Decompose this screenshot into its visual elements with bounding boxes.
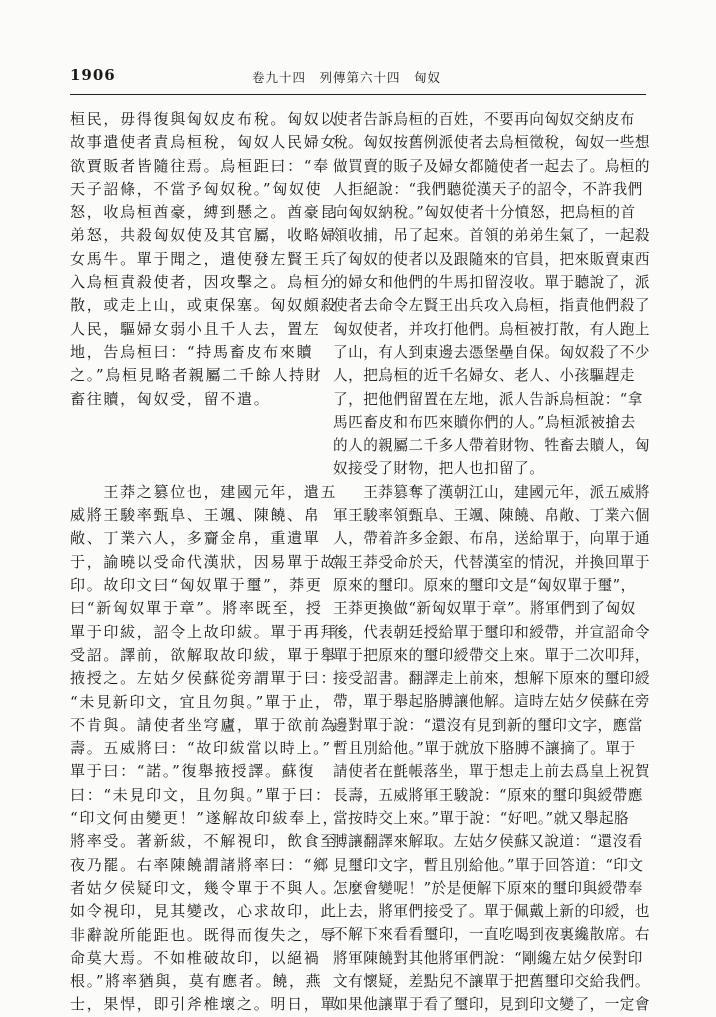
text-line: 王莽篡奪了漢朝江山，建國元年，派五威將	[333, 483, 650, 501]
text-line: 者姑夕侯疑印文，幾令單于不與人。	[70, 878, 338, 897]
text-line: 曰：“未見印文，且勿與。”單于曰：	[70, 785, 332, 804]
text-line: 夜乃罷。右率陳饒謂諸將率曰：“鄉	[70, 855, 330, 874]
text-line: 不肯與。請使者坐穹廬，單于欲前為	[70, 715, 338, 734]
text-line: 軍王駿率領甄阜、王颯、陳饒、帛敞、丁業六個	[333, 507, 650, 525]
text-line: 單于印紱，詔令上故印紱。單于再拜	[70, 622, 338, 641]
text-line: 領收捕，吊了起來。首領的弟弟生氣了，一起殺	[333, 227, 650, 245]
text-line: 馬匹畜皮和布匹來贖你們的人。”烏桓派被搶去	[333, 413, 636, 431]
text-line: 天子詔條，不當予匈奴稅。”匈奴使	[70, 179, 323, 198]
text-line: 之。”烏桓見略者親屬二千餘人持財	[70, 366, 323, 385]
right-column-paragraph1	[333, 108, 648, 481]
text-line: 曰“新匈奴單于章”。將率既至，授	[70, 599, 323, 618]
text-line: 了匈奴的使者以及跟隨來的官員，把來販賣東西	[333, 250, 650, 268]
text-line: 奴接受了財物，把人也扣留了。	[333, 460, 545, 478]
text-line: 暫且別給他。”單于就放下胳膊不讓摘了。單于	[333, 740, 636, 758]
text-line: 受詔。譯前，欲解取故印紱，單于舉	[70, 645, 338, 664]
text-line: 散，或走上山，或東保塞。匈奴頗殺	[70, 296, 338, 315]
header-rule	[70, 94, 646, 95]
text-line: 畜往贖，匈奴受，留不遣。	[70, 389, 271, 408]
text-line: 故事遣使者責烏桓稅，匈奴人民婦女	[70, 133, 338, 152]
text-line: 使者去命令左賢王出兵攻入烏桓，指責他們殺了	[333, 297, 650, 315]
text-line: 文有懷疑，差點兒不讓單于把舊璽印交給我們。	[333, 972, 650, 990]
text-line: 非辭說所能距也。既得而復失之，辱	[70, 925, 338, 944]
text-line: 女馬牛。單于聞之，遣使發左賢王兵	[70, 249, 338, 268]
text-line: 根。”將率猶與，莫有應者。饒，燕	[70, 972, 323, 991]
text-line: 當按時交上來。”單于說：“好吧。”就又舉起胳	[333, 809, 630, 827]
text-line: 邊對單于說：“還沒有見到新的璽印文字，應當	[333, 716, 643, 734]
text-line: 威將王駿率甄阜、王颯、陳饒、帛	[70, 506, 321, 525]
text-line: 了山，有人到東邊去憑堡壘自保。匈奴殺了不少	[333, 343, 650, 361]
running-head: 卷九十四 列傳第六十四 匈奴	[252, 70, 442, 85]
text-line: 的婦女和他們的牛馬扣留沒收。單于聽說了，派	[333, 274, 650, 292]
text-line: 不解下來看看璽印，一直吃喝到夜裏纔散席。右	[333, 926, 650, 944]
text-line: 人拒絕說：“我們聽從漢天子的詔令，不許我們	[333, 180, 643, 198]
text-line: 掖授之。左姑夕侯蘇從旁謂單于曰：	[70, 669, 338, 688]
text-line: 怒，收烏桓酋豪，縛到懸之。酋豪昆	[70, 203, 338, 222]
text-line: 匈奴使者，并攻打他們。烏桓被打散，有人跑上	[333, 320, 650, 338]
text-line: 上去，將軍們接受了。單于佩戴上新的印綬，也	[333, 903, 650, 921]
text-line: 欲賈販者皆隨往焉。烏桓距曰：“奉	[70, 156, 330, 175]
text-line: 後，代表朝廷授給單于璽印和綬帶，并宣詔命令	[333, 623, 650, 641]
right-column-paragraph2	[333, 481, 648, 1017]
text-line: 印。故印文曰“匈奴單于璽”，莽更	[70, 576, 323, 595]
text-line: 于，諭曉以受命代漢狀，因易單于故	[70, 552, 338, 571]
text-line: 報王莽受命於天，代替漢室的情況，并換回單于	[333, 553, 650, 571]
text-line: 請使者在氈帳落坐，單于想走上前去爲皇上祝賀	[333, 763, 650, 781]
text-line: 王莽更換做“新匈奴單于章”。將軍們到了匈奴	[333, 600, 636, 618]
text-line: 地，告烏桓曰：“持馬畜皮布來贖	[70, 342, 314, 361]
text-line: 向匈奴納稅。”匈奴使者十分憤怒，把烏桓的首	[333, 204, 636, 222]
text-line: “印文何由變更！”遂解故印紱奉上，	[70, 809, 340, 828]
text-line: 怎麼會變呢！”於是便解下原來的璽印與綬帶奉	[333, 879, 643, 897]
text-line: 長壽，五威將軍王駿說：“原來的璽印與綬帶應	[333, 786, 643, 804]
text-line: 膊讓翻譯來解取。左姑夕侯蘇又說道：“還沒看	[333, 833, 643, 851]
text-line: 將率受。著新紱，不解視印，飲食至	[70, 832, 338, 851]
text-line: 命莫大焉。不如椎破故印，以絕禍	[70, 948, 321, 967]
text-line: 了，把他們留置在左地，派人告訴烏桓說：“拿	[333, 390, 643, 408]
text-line: 敞、丁業六人，多齎金帛，重遺單	[70, 529, 321, 548]
text-line: 稅。匈奴按舊例派使者去烏桓徵稅，匈奴一些想	[333, 134, 650, 152]
text-line: 原來的璽印。原來的璽印文是“匈奴單于璽”，	[333, 576, 636, 594]
right-column-translation	[333, 108, 648, 1017]
text-line: 人，把烏桓的近千名婦女、老人、小孩驅趕走	[333, 367, 635, 385]
text-line: 壽。五威將曰：“故印紱當以時上。”	[70, 739, 332, 758]
text-line: 弟怒，共殺匈奴使及其官屬，收略婦	[70, 226, 338, 245]
text-line: 如果他讓單于看了璽印，見到印文變了，一定會	[333, 996, 650, 1014]
text-line: 單于把原來的璽印綬帶交上來。單于二次叩拜，	[333, 646, 650, 664]
text-line: “未見新印文，宜且勿與。”單于止，	[70, 692, 332, 711]
left-column-classical-text	[70, 108, 340, 1017]
text-line: 將軍陳饒對其他將軍們說：“剛纔左姑夕侯對印	[333, 949, 643, 967]
text-line: 的人的親屬二千多人帶着財物、牲畜去贖人，匈	[333, 437, 650, 455]
paragraph-gap	[70, 411, 310, 481]
text-line: 桓民，毋得復與匈奴皮布稅。匈奴以	[70, 110, 338, 128]
text-line: 王莽之篡位也，建國元年，遣五	[70, 482, 338, 501]
text-line: 人，帶着許多金銀、布帛，送給單于，向單于通	[333, 530, 650, 548]
page-number: 1906	[70, 66, 116, 84]
text-line: 使者告訴烏桓的百姓，不要再向匈奴交納皮布	[333, 111, 635, 128]
text-line: 做買賣的販子及婦女都隨使者一起去了。烏桓的	[333, 157, 650, 175]
page-header	[0, 66, 716, 96]
text-line: 帶，單于舉起胳膊讓他解。這時左姑夕侯蘇在旁	[333, 693, 650, 711]
text-line: 見璽印文字，暫且別給他。”單于回答道：“印文	[333, 856, 644, 874]
text-line: 如令視印，見其變改，心求故印，此	[70, 902, 338, 921]
left-column-paragraph1	[70, 108, 338, 411]
text-line: 士，果悍，即引斧椎壞之。明日，單	[70, 995, 338, 1014]
left-column-paragraph2	[70, 481, 340, 1017]
text-line: 接受詔書。翻譯走上前來，想解下原來的璽印綬	[333, 670, 650, 688]
text-line: 人民，驅婦女弱小且千人去，置左	[70, 319, 321, 338]
text-line: 入烏桓責殺使者，因攻擊之。烏桓分	[70, 273, 338, 292]
text-line: 單于曰：“諾。”復舉掖授譯。蘇復	[70, 762, 316, 781]
